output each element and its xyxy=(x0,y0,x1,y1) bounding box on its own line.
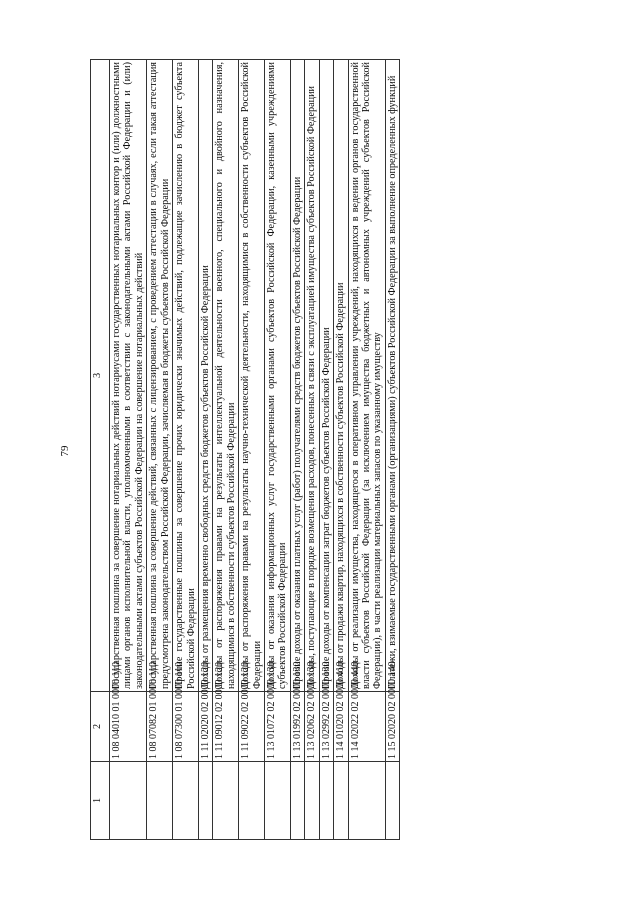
column-header-3: 3 xyxy=(91,60,110,692)
revenue-codes-table xyxy=(90,59,400,840)
revenue-description-cell: Платежи, взимаемые государственными органами (организациями) субъектов Российской Федерации за выполнение определенных функций xyxy=(385,60,399,692)
revenue-description-cell: Доходы от размещения временно свободных средств бюджетов субъектов Российской Федерации xyxy=(198,60,212,692)
table-row xyxy=(239,60,265,840)
revenue-description-cell: Доходы от продажи квартир, находящихся в собственности субъектов Российской Федерации xyxy=(334,60,348,692)
column-header-1: 1 xyxy=(91,762,110,840)
row-column-1-cell xyxy=(198,762,212,840)
revenue-code-cell: 1 13 02992 02 0000 130 xyxy=(319,692,333,762)
revenue-code-cell: 1 15 02020 02 0000 140 xyxy=(385,692,399,762)
revenue-description-cell: Доходы, поступающие в порядке возмещения расходов, понесенных в связи с эксплуатацией имущества субъектов Российской Федерации xyxy=(305,60,319,692)
revenue-description-cell: Доходы от оказания информационных услуг государственными органами субъектов Российской Федерации, казенными учреждениями субъектов Российской Федерации xyxy=(265,60,291,692)
rotated-table-container xyxy=(90,60,565,840)
revenue-code-cell: 1 11 09012 02 0000 120 xyxy=(213,692,239,762)
row-column-1-cell xyxy=(305,762,319,840)
revenue-description-cell: Прочие доходы от оказания платных услуг (работ) получателями средств бюджетов субъектов Российской Федерации xyxy=(290,60,304,692)
row-column-1-cell xyxy=(239,762,265,840)
revenue-code-cell: 1 08 07082 01 0000 110 xyxy=(147,692,173,762)
row-column-1-cell xyxy=(213,762,239,840)
table-row xyxy=(198,60,212,840)
table-row xyxy=(319,60,333,840)
row-column-1-cell xyxy=(385,762,399,840)
row-column-1-cell xyxy=(173,762,199,840)
table-row xyxy=(290,60,304,840)
row-column-1-cell xyxy=(110,762,147,840)
revenue-description-cell: Прочие доходы от компенсации затрат бюджетов субъектов Российской Федерации xyxy=(319,60,333,692)
row-column-1-cell xyxy=(348,762,385,840)
revenue-code-cell: 1 08 07300 01 0000 110 xyxy=(173,692,199,762)
revenue-code-cell: 1 14 02022 02 0000 440 xyxy=(348,692,385,762)
table-row xyxy=(385,60,399,840)
table-header-row xyxy=(91,60,110,840)
table-row xyxy=(213,60,239,840)
table-body xyxy=(110,60,400,840)
table-row xyxy=(110,60,147,840)
revenue-code-cell: 1 13 01992 02 0000 130 xyxy=(290,692,304,762)
revenue-code-cell: 1 14 01020 02 0000 410 xyxy=(334,692,348,762)
revenue-description-cell: Доходы от распоряжения правами на результаты интеллектуальной деятельности военного, специального и двойного назначения, находящимися в собственности субъектов Российской Федерации xyxy=(213,60,239,692)
revenue-code-cell: 1 11 02020 02 0000 120 xyxy=(198,692,212,762)
revenue-description-cell: Прочие государственные пошлины за совершение прочих юридически значимых действий, подлежащие зачислению в бюджет субъекта Российской Федерации xyxy=(173,60,199,692)
page-number: 79 xyxy=(59,445,71,457)
table-row xyxy=(305,60,319,840)
revenue-code-cell: 1 13 01072 02 0000 130 xyxy=(265,692,291,762)
row-column-1-cell xyxy=(334,762,348,840)
column-header-2: 2 xyxy=(91,692,110,762)
row-column-1-cell xyxy=(265,762,291,840)
row-column-1-cell xyxy=(319,762,333,840)
revenue-code-cell: 1 11 09022 02 0000 120 xyxy=(239,692,265,762)
revenue-description-cell: Государственная пошлина за совершение действий, связанных с лицензированием, с проведением аттестации в случаях, если такая аттестация предусмотрена законодательством Российской Федерации, зачисляемая в бюджеты субъектов Российской Федерации xyxy=(147,60,173,692)
table-row xyxy=(147,60,173,840)
revenue-description-cell: Доходы от распоряжения правами на результаты научно-технической деятельности, находящимися в собственности субъектов Российской Федерации xyxy=(239,60,265,692)
row-column-1-cell xyxy=(147,762,173,840)
table-row xyxy=(334,60,348,840)
row-column-1-cell xyxy=(290,762,304,840)
revenue-code-cell: 1 08 04010 01 0000 110 xyxy=(110,692,147,762)
revenue-description-cell: Доходы от реализации имущества, находящегося в оперативном управлении учреждений, находящихся в ведении органов государственной власти субъектов Российской Федерации (за исключением имущества бюджетных и автономных учреждений субъектов Российской Федерации), в части реализации материальных запасов по указанному имуществу xyxy=(348,60,385,692)
table-row xyxy=(348,60,385,840)
revenue-code-cell: 1 13 02062 02 0000 130 xyxy=(305,692,319,762)
revenue-description-cell: Государственная пошлина за совершение нотариальных действий нотариусами государственных нотариальных контор и (или) должностными лицами органов исполнительной власти, уполномоченными в соответствии с законодательными актами Российской Федерации и (или) законодательными актами субъектов Российской Федерации на совершение нотариальных действий xyxy=(110,60,147,692)
table-row xyxy=(265,60,291,840)
table-row xyxy=(173,60,199,840)
